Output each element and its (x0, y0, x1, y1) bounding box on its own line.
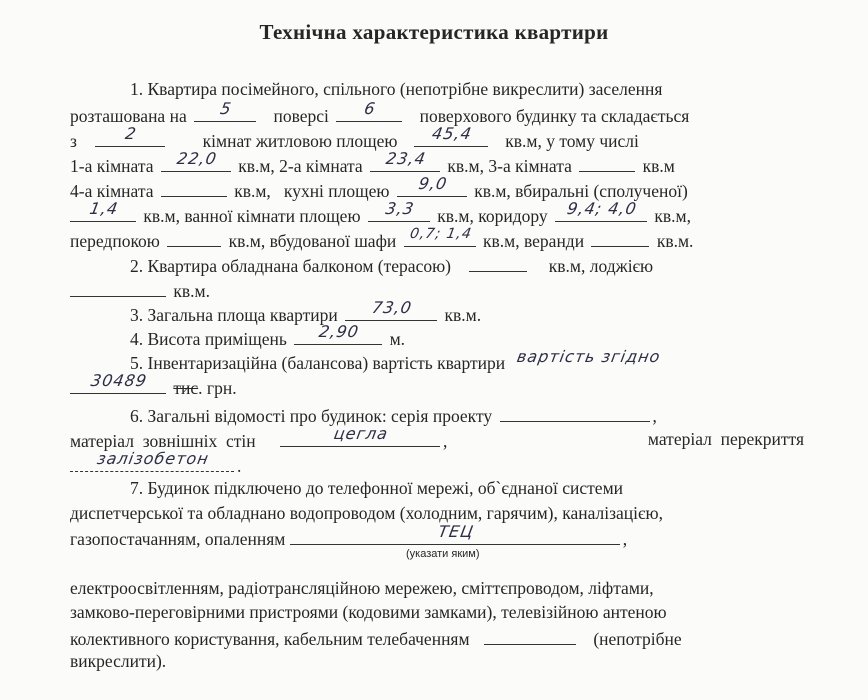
floor-field (194, 99, 256, 122)
text: 5. Інвентаризаційна (балансова) вартість квартири (130, 353, 506, 373)
text: матеріал перекриття (647, 429, 804, 449)
room4-field (161, 178, 227, 197)
section-5-line-2 (70, 371, 237, 399)
veranda-field (591, 228, 649, 247)
section-6-line-3 (70, 449, 242, 477)
total-area-value: 73,0 (370, 298, 414, 317)
text: 4-а кімната (70, 181, 154, 201)
text: кв.м, 3-а кімната (447, 156, 572, 176)
rooms-field (95, 124, 165, 147)
bath-value: 3,3 (384, 199, 416, 218)
kitchen-value: 9,0 (417, 174, 449, 193)
ceiling-value: залізобетон (95, 449, 211, 468)
text: кв.м, лоджією (548, 256, 654, 276)
section-2-line-2 (70, 278, 210, 302)
section-7-line-1 (130, 477, 623, 499)
text: (непотрібне (593, 629, 682, 649)
combined-wc-field (70, 199, 136, 222)
period: . (237, 456, 242, 476)
room3-field (579, 153, 635, 172)
corridor-field (555, 199, 647, 222)
text: м. (389, 329, 406, 349)
text: поверсі (273, 106, 329, 126)
text: електроосвітленням, радіотрансляційною мережею, сміттєпроводом, ліфтами, (70, 578, 654, 598)
text: 1. Квартира посімейного, спільного (непотрібне викреслити) заселення (130, 79, 663, 99)
text: кв.м, 2-а кімната (238, 156, 363, 176)
text: , (622, 529, 628, 549)
heating-field-note: (указати яким) (406, 548, 480, 560)
closet-field (404, 228, 476, 247)
text: диспетчерської та обладнано водопроводом (холодним, гарячим), каналізацією, (70, 503, 663, 523)
height-field (294, 322, 382, 345)
heating-field (290, 522, 620, 545)
text: кв.м (642, 156, 675, 176)
text: викреслити). (70, 651, 167, 671)
room2-value: 23,4 (384, 149, 428, 168)
text: передпокою (70, 231, 160, 251)
text: кв.м, у тому числі (505, 131, 639, 151)
project-series-field (500, 403, 650, 422)
total-area-field (345, 298, 437, 321)
text: кв.м, веранди (483, 231, 585, 251)
text: матеріал зовнішніх стін (70, 431, 256, 451)
section-7-line-5 (70, 601, 667, 623)
text: кв.м. (444, 305, 482, 325)
cable-tv-field (484, 626, 576, 645)
kitchen-field (397, 174, 467, 197)
text: 6. Загальні відомості про будинок: серія проекту (130, 406, 493, 426)
text: з (70, 131, 77, 151)
walls-field (280, 424, 440, 447)
text: 3. Загальна площа квартири (130, 305, 338, 325)
floors-total-field (336, 99, 402, 122)
text: кв.м, вбиральні (сполученої) (474, 181, 688, 201)
text: кімнат житловою площею (202, 131, 398, 151)
room1-value: 22,0 (175, 149, 219, 168)
text: розташована на (70, 106, 187, 126)
section-2-line-1 (130, 253, 653, 277)
section-1-line-6 (70, 199, 691, 227)
text: кв.м. (173, 281, 210, 301)
balcony-field (469, 253, 527, 272)
rooms-value: 2 (124, 124, 139, 143)
value-value: 30489 (89, 371, 149, 390)
floors-total-value: 6 (363, 99, 378, 118)
value-field (70, 371, 166, 394)
section-1-line-1 (130, 78, 662, 100)
loggia-field (70, 278, 166, 297)
section-7-line-6 (70, 626, 682, 650)
corridor-value: 9,4; 4,0 (565, 199, 639, 218)
text: кв.м, кухні площею (234, 181, 390, 201)
section-5-line-1 (130, 347, 718, 374)
ceiling-field (70, 449, 234, 472)
hallway-field (167, 228, 221, 247)
comma: , (652, 406, 657, 426)
room2-field (370, 149, 440, 172)
text: кв.м, (654, 206, 691, 226)
text: кв.м, коридору (437, 206, 548, 226)
closet-value: 0,7; 1,4 (408, 226, 473, 242)
text: кв.м, вбудованої шафи (228, 231, 397, 251)
document-title: Технічна характеристика квартири (259, 20, 609, 44)
value-words-value: вартість згідно (515, 347, 663, 366)
text: . грн. (198, 378, 237, 398)
section-1-line-3 (70, 124, 639, 152)
living-area-value: 45,4 (430, 124, 474, 143)
struck-text: тис (173, 378, 199, 398)
bath-field (368, 199, 430, 222)
text: поверхового будинку та складається (419, 106, 690, 126)
section-1-line-4 (70, 149, 675, 177)
text: 7. Будинок підключено до телефонної мережі, об`єднаної системи (130, 478, 624, 498)
text: кв.м, ванної кімнати площею (143, 206, 361, 226)
section-1-line-7 (70, 228, 693, 252)
text: 2. Квартира обладнана балконом (терасою) (130, 256, 451, 276)
floor-value: 5 (218, 99, 234, 118)
comma: , (442, 431, 448, 451)
walls-value: цегла (332, 424, 390, 443)
combined-wc-value: 1,4 (88, 199, 120, 218)
text: замково-переговірними пристроями (кодовими замками), телевізійною антеною (70, 602, 667, 622)
text: 1-а кімната (70, 156, 154, 176)
height-value: 2,90 (317, 322, 361, 341)
room1-field (161, 149, 231, 172)
text: колективного користування, кабельним телебаченням (70, 629, 470, 649)
text: 4. Висота приміщень (130, 329, 287, 349)
heating-value: ТЕЦ (436, 522, 476, 541)
value-words-field (515, 347, 715, 369)
section-4 (130, 322, 406, 350)
section-7-line-4 (70, 577, 654, 599)
living-area-field (414, 124, 488, 147)
section-7-line-3 (70, 522, 628, 550)
text: кв.м. (656, 231, 694, 251)
text: газопостачанням, опаленням (70, 529, 286, 549)
section-7-line-7 (70, 650, 166, 672)
